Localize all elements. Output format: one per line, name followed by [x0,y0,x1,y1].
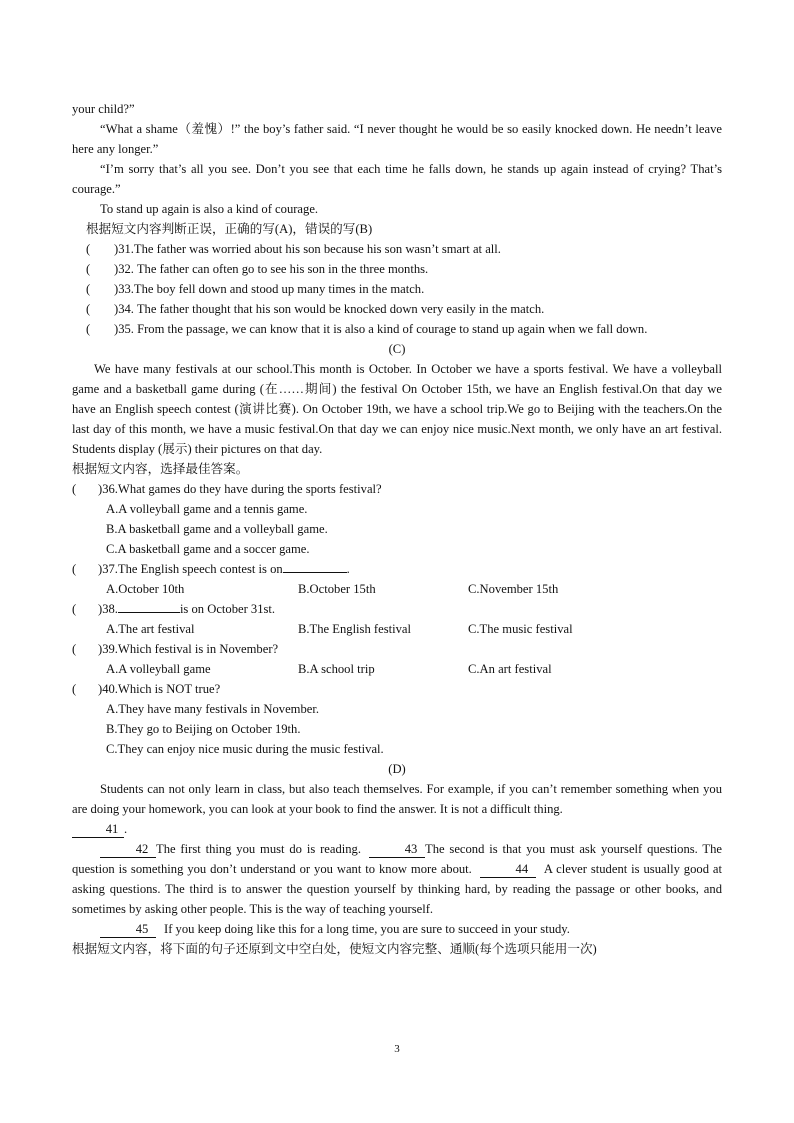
answer-paren: ( [86,282,91,296]
blank-41: 41 [72,821,124,838]
option-row [72,579,722,599]
question-stem: )38. [98,602,118,616]
mc-question [72,479,722,499]
paragraph-text: . [124,822,128,836]
mc-instruction: 根据短文内容，选择最佳答案。 [72,462,249,476]
option-a: A.They have many festivals in November. [106,702,319,716]
question-text [98,559,350,579]
page-content [72,99,722,959]
option-row [72,659,722,679]
tf-question-list [72,239,722,339]
question-text: )32. The father can often go to see his son in the three months. [114,262,429,276]
answer-blank [118,612,180,613]
option-c: C.November 15th [468,582,559,596]
answer-paren: ( [72,642,77,656]
question-text: )34. The father thought that his son would be knocked down very easily in the match. [114,302,545,316]
tf-question [72,259,722,279]
option-c: C.A basketball game and a soccer game. [106,542,310,556]
blank-43: 43 [369,841,425,858]
page-number: 3 [394,1043,400,1055]
option-row [72,619,722,639]
answer-paren: ( [86,302,91,316]
passage-d-paragraph [72,779,722,839]
question-text: )35. From the passage, we can know that it is also a kind of courage to stand up again when we fall down. [114,322,648,336]
mc-question [72,559,722,579]
passage-b-fragment: your child?” [72,102,135,116]
paragraph-text: If you keep doing like this for a long time, you are sure to succeed in your study. [164,922,570,936]
option-a: A.A volleyball game and a tennis game. [106,502,308,516]
option-b: B.A school trip [298,662,375,676]
answer-paren: ( [72,562,77,576]
blank-42: 42 [100,841,156,858]
option-c: C.They can enjoy nice music during the music festival. [106,742,384,756]
passage-b-conclusion: To stand up again is also a kind of courage. [100,202,319,216]
passage-d-paragraph [72,839,722,919]
answer-blank [283,572,347,573]
mc-question [72,679,722,699]
question-text: )40.Which is NOT true? [98,682,221,696]
option-b: B.The English festival [298,622,411,636]
section-d-heading: (D) [388,762,406,776]
question-stem-end: is on October 31st. [179,602,276,616]
paragraph-text: The first thing you must do is reading. [156,842,361,856]
passage-d-paragraph [72,919,722,939]
paragraph-text: A clever student is usually good at asking questions. The third is to answer the question yourself by thinking hard, by reading the passage or other books, and sometimes by asking other people. This is the way of teaching yourself. [72,862,723,916]
question-stem-end: . [346,562,350,576]
paragraph-text: Students can not only learn in class, but also teach themselves. For example, if you can’t remember something when you are doing your homework, you can look at your book to find the answer. It is not a difficult thing. [72,782,722,816]
passage-b-paragraph: “What a shame（羞愧）!” the boy’s father said. “I never thought he would be so easily knocked down. He needn’t leave here any longer.” [72,122,722,156]
tf-question [72,299,722,319]
question-text: )39.Which festival is in November? [98,642,279,656]
question-stem: )37.The English speech contest is on [98,562,283,576]
option-c: C.An art festival [468,662,552,676]
tf-question [72,319,722,339]
passage-c: We have many festivals at our school.This month is October. In October we have a sports festival. We have a volleyball game and a basketball game during (在……期间) the festival On October 15th, we have an English festival.On that day we have an English speech contest (演讲比赛). On October 19th, we have a school trip.We go to Beijing with the teachers.On the last day of this month, we have a music festival.On that day we can enjoy nice music.Next month, we only have an art festival. Students display (展示) their pictures on that day. [72,362,722,456]
option-b: B.October 15th [298,582,376,596]
answer-paren: ( [72,482,77,496]
option-b: B.A basketball game and a volleyball game. [106,522,328,536]
option-b: B.They go to Beijing on October 19th. [106,722,301,736]
tf-instruction: 根据短文内容判断正误，正确的写(A)，错误的写(B) [86,222,373,236]
section-c-heading: (C) [388,342,406,356]
option-a: A.October 10th [106,582,185,596]
option-a: A.A volleyball game [106,662,211,676]
answer-paren: ( [72,602,77,616]
answer-paren: ( [72,682,77,696]
blank-44: 44 [480,861,536,878]
question-text: )36.What games do they have during the sports festival? [98,482,382,496]
passage-b-paragraph: “I’m sorry that’s all you see. Don’t you see that each time he falls down, he stands up again instead of crying? That’s courage.” [72,162,722,196]
answer-paren: ( [86,322,91,336]
answer-paren: ( [86,242,91,256]
option-c: C.The music festival [468,622,573,636]
mc-question [72,599,722,619]
blank-45: 45 [100,921,156,938]
question-text [98,599,275,619]
paragraph-text: The second is that you must ask yourself questions. The question is something you don’t understand or you want to know more about. [72,842,722,876]
option-a: A.The art festival [106,622,195,636]
mc-question [72,639,722,659]
question-text: )31.The father was worried about his son because his son wasn’t smart at all. [114,242,501,256]
question-text: )33.The boy fell down and stood up many times in the match. [114,282,425,296]
tf-question [72,239,722,259]
answer-paren: ( [86,262,91,276]
fill-instruction: 根据短文内容，将下面的句子还原到文中空白处，使短文内容完整、通顺(每个选项只能用一次) [72,942,597,956]
tf-question [72,279,722,299]
